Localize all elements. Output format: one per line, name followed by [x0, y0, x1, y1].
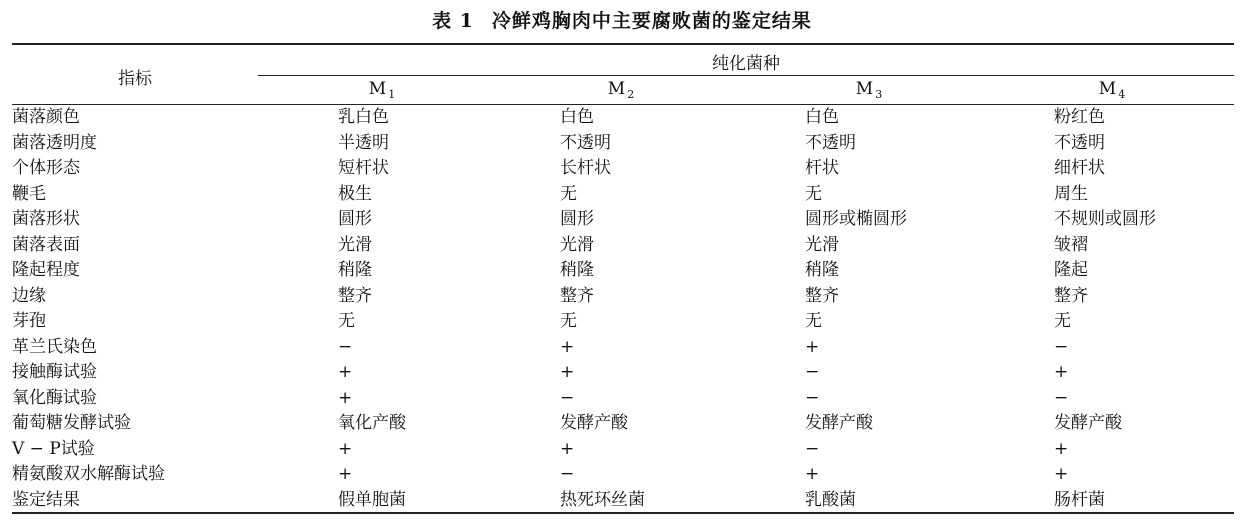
table-row — [12, 335, 1234, 361]
cell-m3: + — [805, 336, 820, 357]
row-label: 氧化酶试验 — [12, 387, 97, 408]
table-row — [12, 182, 1234, 208]
table-row — [12, 309, 1234, 335]
cell-m3: 无 — [805, 183, 822, 204]
cell-m2: − — [560, 387, 575, 408]
strain-subscript: 3 — [875, 88, 883, 101]
cell-m3: 圆形或椭圆形 — [805, 209, 907, 229]
cell-m3: 无 — [805, 311, 822, 331]
cell-m4: 整齐 — [1054, 285, 1088, 306]
cell-m3: 乳酸菌 — [805, 489, 856, 510]
cell-m4: − — [1054, 336, 1069, 357]
table-row — [12, 105, 1234, 131]
cell-m1: + — [338, 362, 353, 382]
cell-m2: − — [560, 464, 575, 484]
table-title — [0, 6, 1244, 33]
cell-m3: 白色 — [805, 107, 839, 127]
cell-m3: 整齐 — [805, 285, 839, 306]
table-row — [12, 411, 1234, 437]
strain-subscript: 4 — [1118, 88, 1126, 101]
cell-m1: + — [338, 438, 353, 459]
row-label: 精氨酸双水解酶试验 — [12, 464, 165, 484]
cell-m1: 稍隆 — [338, 260, 372, 280]
cell-m4: 发酵产酸 — [1054, 413, 1122, 433]
cell-m1: 假单胞菌 — [338, 489, 406, 510]
cell-m2: 热死环丝菌 — [560, 489, 645, 510]
cell-m4: + — [1054, 362, 1069, 382]
row-label: 个体形态 — [12, 158, 80, 178]
strain-header-m4 — [1052, 79, 1172, 101]
cell-m4: 隆起 — [1054, 260, 1088, 280]
cell-m4: 肠杆菌 — [1054, 489, 1105, 510]
row-label: 隆起程度 — [12, 260, 80, 280]
row-label: 鞭毛 — [12, 183, 46, 204]
table-row — [12, 437, 1234, 463]
cell-m4: 周生 — [1054, 183, 1088, 204]
cell-m1: − — [338, 336, 353, 357]
cell-m3: − — [805, 362, 820, 382]
cell-m2: 发酵产酸 — [560, 413, 628, 433]
row-label: 葡萄糖发酵试验 — [12, 413, 131, 433]
table-row — [12, 284, 1234, 310]
strain-name: M — [368, 79, 387, 99]
cell-m2: 白色 — [560, 107, 594, 127]
table-row — [12, 131, 1234, 157]
group-header: 纯化菌种 — [712, 54, 780, 74]
strain-header-m2 — [561, 79, 681, 101]
row-label: 边缘 — [12, 285, 46, 306]
cell-m3: 杆状 — [805, 158, 839, 178]
table-row — [12, 207, 1234, 233]
row-label: 菌落表面 — [12, 234, 80, 255]
strain-header-m1 — [322, 79, 442, 101]
cell-m1: 乳白色 — [338, 107, 389, 127]
cell-m3: − — [805, 387, 820, 408]
row-label: 芽孢 — [12, 311, 46, 331]
row-label: 菌落颜色 — [12, 107, 80, 127]
cell-m2: 圆形 — [560, 209, 594, 229]
strain-name: M — [1098, 79, 1117, 99]
table-row — [12, 156, 1234, 182]
table-row — [12, 462, 1234, 488]
cell-m3: 发酵产酸 — [805, 413, 873, 433]
index-header: 指标 — [118, 69, 152, 89]
cell-m4: 无 — [1054, 311, 1071, 331]
cell-m3: 不透明 — [805, 132, 856, 153]
row-label: V − P试验 — [12, 438, 95, 459]
cell-m2: 不透明 — [560, 132, 611, 153]
cell-m1: 光滑 — [338, 234, 372, 255]
cell-m2: + — [560, 336, 575, 357]
cell-m1: + — [338, 387, 353, 408]
cell-m3: − — [805, 438, 820, 459]
strain-name: M — [855, 79, 874, 99]
cell-m1: 短杆状 — [338, 158, 389, 178]
row-label: 革兰氏染色 — [12, 336, 97, 357]
cell-m1: 整齐 — [338, 285, 372, 306]
cell-m3: + — [805, 464, 820, 484]
strain-header-m3 — [809, 79, 929, 101]
row-label: 接触酶试验 — [12, 362, 97, 382]
cell-m4: − — [1054, 387, 1069, 408]
cell-m2: 无 — [560, 311, 577, 331]
cell-m4: + — [1054, 464, 1069, 484]
cell-m2: 无 — [560, 183, 577, 204]
cell-m1: 氧化产酸 — [338, 413, 406, 433]
table-caption: 冷鲜鸡胸肉中主要腐败菌的鉴定结果 — [491, 10, 812, 32]
group-rule — [258, 75, 1234, 76]
cell-m4: 不透明 — [1054, 132, 1105, 153]
table-row — [12, 488, 1234, 514]
cell-m1: + — [338, 464, 353, 484]
cell-m4: + — [1054, 438, 1069, 459]
table-row — [12, 360, 1234, 386]
cell-m3: 光滑 — [805, 234, 839, 255]
row-label: 菌落形状 — [12, 209, 80, 229]
cell-m2: 长杆状 — [560, 158, 611, 178]
table-row — [12, 386, 1234, 412]
cell-m4: 粉红色 — [1054, 107, 1105, 127]
table-row — [12, 233, 1234, 259]
cell-m1: 半透明 — [338, 132, 389, 153]
cell-m2: 整齐 — [560, 285, 594, 306]
cell-m1: 无 — [338, 311, 355, 331]
results-table — [12, 105, 1234, 513]
cell-m3: 稍隆 — [805, 260, 839, 280]
top-rule — [12, 43, 1234, 45]
cell-m4: 皱褶 — [1054, 234, 1088, 255]
cell-m1: 极生 — [338, 183, 372, 204]
row-label: 鉴定结果 — [12, 489, 80, 510]
cell-m4: 不规则或圆形 — [1054, 209, 1156, 229]
cell-m2: 光滑 — [560, 234, 594, 255]
strain-subscript: 2 — [627, 88, 635, 101]
row-label: 菌落透明度 — [12, 132, 97, 153]
cell-m2: + — [560, 362, 575, 382]
cell-m2: 稍隆 — [560, 260, 594, 280]
table-number: 表 1 — [432, 10, 474, 32]
strain-subscript: 1 — [388, 88, 396, 101]
table-row — [12, 258, 1234, 284]
cell-m4: 细杆状 — [1054, 158, 1105, 178]
strain-name: M — [607, 79, 626, 99]
cell-m1: 圆形 — [338, 209, 372, 229]
cell-m2: + — [560, 438, 575, 459]
